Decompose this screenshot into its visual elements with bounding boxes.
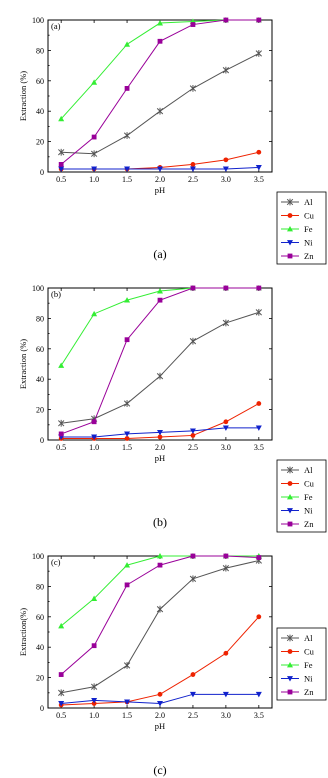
figure-caption: (a) bbox=[153, 247, 167, 261]
series-line bbox=[61, 312, 259, 423]
data-point bbox=[157, 108, 163, 115]
legend-label: Cu bbox=[304, 478, 314, 489]
data-point bbox=[190, 575, 196, 582]
x-tick-label: 1.5 bbox=[122, 443, 133, 452]
x-tick-label: 3.0 bbox=[220, 443, 231, 452]
y-tick-label: 60 bbox=[36, 612, 44, 622]
data-point bbox=[223, 651, 228, 656]
data-point bbox=[158, 563, 163, 568]
legend-label: Zn bbox=[304, 519, 314, 529]
x-tick-label: 2.5 bbox=[187, 711, 198, 720]
y-tick-label: 40 bbox=[36, 643, 44, 653]
legend-label: Ni bbox=[304, 237, 313, 248]
x-axis-label: pH bbox=[154, 185, 166, 195]
legend bbox=[277, 192, 326, 264]
legend bbox=[277, 628, 326, 700]
data-point bbox=[59, 672, 64, 677]
x-tick-label: 1.0 bbox=[89, 175, 100, 184]
x-tick-label: 1.0 bbox=[89, 711, 100, 720]
data-point bbox=[256, 18, 261, 23]
x-tick-label: 1.0 bbox=[89, 443, 100, 452]
series-zn bbox=[59, 18, 261, 167]
panel-label: (b) bbox=[51, 289, 61, 299]
y-tick-label: 80 bbox=[36, 314, 44, 324]
x-tick-label: 1.5 bbox=[122, 175, 133, 184]
y-tick-label: 60 bbox=[36, 344, 44, 354]
data-point bbox=[157, 606, 163, 613]
y-tick-label: 0 bbox=[40, 168, 44, 177]
x-tick-label: 3.0 bbox=[220, 175, 231, 184]
data-point bbox=[191, 162, 196, 167]
y-tick-label: 80 bbox=[36, 46, 44, 56]
x-tick-label: 0.5 bbox=[56, 175, 67, 184]
data-point bbox=[256, 150, 261, 155]
panel-label: (a) bbox=[51, 21, 61, 31]
legend-label: Zn bbox=[304, 251, 314, 261]
data-point bbox=[158, 298, 163, 303]
plot-frame bbox=[48, 288, 272, 440]
series-line bbox=[61, 561, 259, 693]
data-point bbox=[92, 419, 97, 424]
x-axis-label: pH bbox=[154, 453, 166, 463]
legend-label: Al bbox=[304, 197, 313, 207]
chart-panel-a bbox=[18, 16, 326, 264]
y-tick-label: 100 bbox=[32, 16, 44, 25]
legend-label: Fe bbox=[304, 224, 313, 234]
y-tick-label: 20 bbox=[36, 405, 44, 415]
y-tick-label: 20 bbox=[36, 673, 44, 683]
data-point bbox=[157, 373, 163, 380]
data-point bbox=[223, 67, 229, 74]
data-point bbox=[125, 337, 130, 342]
legend-box bbox=[277, 192, 326, 264]
legend-label: Ni bbox=[304, 673, 313, 684]
series-line bbox=[61, 20, 259, 119]
legend-label: Fe bbox=[304, 660, 313, 670]
data-point bbox=[191, 22, 196, 27]
legend-label: Zn bbox=[304, 687, 314, 697]
y-tick-label: 40 bbox=[36, 375, 44, 385]
series-line bbox=[61, 556, 259, 675]
data-point bbox=[158, 39, 163, 44]
x-tick-label: 3.5 bbox=[253, 443, 264, 452]
data-point bbox=[191, 672, 196, 677]
y-tick-label: 60 bbox=[36, 76, 44, 86]
data-point bbox=[124, 400, 130, 407]
y-tick-label: 0 bbox=[40, 704, 44, 713]
data-point bbox=[256, 614, 261, 619]
x-tick-label: 0.5 bbox=[56, 711, 67, 720]
series-line bbox=[61, 617, 259, 705]
legend-label: Ni bbox=[304, 505, 313, 516]
x-tick-label: 1.5 bbox=[122, 711, 133, 720]
y-tick-label: 40 bbox=[36, 107, 44, 117]
series-fe bbox=[58, 285, 262, 368]
legend bbox=[277, 460, 326, 532]
data-point bbox=[256, 50, 262, 57]
figure-caption: (c) bbox=[153, 763, 167, 777]
data-point bbox=[59, 432, 64, 437]
legend-label: Cu bbox=[304, 210, 314, 221]
data-point bbox=[223, 157, 228, 162]
chart-panel-c bbox=[18, 552, 326, 777]
legend-label: Fe bbox=[304, 492, 313, 502]
data-point bbox=[190, 85, 196, 92]
data-point bbox=[58, 363, 64, 368]
series-zn bbox=[59, 554, 261, 677]
legend-marker bbox=[288, 649, 293, 654]
data-point bbox=[91, 311, 97, 316]
legend-marker bbox=[288, 213, 293, 218]
x-tick-label: 3.5 bbox=[253, 711, 264, 720]
legend-marker bbox=[288, 481, 293, 486]
x-tick-label: 2.5 bbox=[187, 175, 198, 184]
series-line bbox=[61, 288, 259, 434]
legend-box bbox=[277, 460, 326, 532]
legend-marker bbox=[288, 254, 293, 259]
data-point bbox=[223, 286, 228, 291]
x-tick-label: 2.5 bbox=[187, 443, 198, 452]
data-point bbox=[256, 309, 262, 316]
series-al bbox=[58, 309, 261, 427]
legend-label: Al bbox=[304, 633, 313, 643]
y-tick-label: 0 bbox=[40, 436, 44, 445]
data-point bbox=[191, 286, 196, 291]
data-point bbox=[191, 554, 196, 559]
y-tick-label: 100 bbox=[32, 284, 44, 293]
x-tick-label: 2.0 bbox=[155, 443, 165, 452]
data-point bbox=[190, 338, 196, 345]
data-point bbox=[59, 162, 64, 167]
data-point bbox=[223, 554, 228, 559]
data-point bbox=[256, 286, 261, 291]
y-tick-label: 100 bbox=[32, 552, 44, 561]
x-tick-label: 0.5 bbox=[56, 443, 67, 452]
series-zn bbox=[59, 286, 261, 437]
legend-label: Cu bbox=[304, 646, 314, 657]
x-tick-label: 3.0 bbox=[220, 711, 231, 720]
panel-label: (c) bbox=[51, 557, 61, 567]
series-cu bbox=[59, 614, 261, 707]
data-point bbox=[124, 41, 130, 46]
y-axis-label: Extraction (%) bbox=[18, 70, 28, 122]
data-point bbox=[223, 18, 228, 23]
data-point bbox=[125, 582, 130, 587]
legend-box bbox=[277, 628, 326, 700]
x-tick-label: 2.0 bbox=[155, 711, 165, 720]
figure-caption: (b) bbox=[153, 515, 167, 529]
data-point bbox=[125, 86, 130, 91]
x-tick-label: 2.0 bbox=[155, 175, 165, 184]
data-point bbox=[256, 401, 261, 406]
y-tick-label: 80 bbox=[36, 582, 44, 592]
data-point bbox=[158, 692, 163, 697]
plot-frame bbox=[48, 556, 272, 708]
series-fe bbox=[58, 17, 262, 121]
data-point bbox=[92, 135, 97, 140]
chart-panel-b bbox=[18, 284, 326, 532]
y-tick-label: 20 bbox=[36, 137, 44, 147]
data-point bbox=[124, 662, 130, 669]
y-axis-label: Extraction (%) bbox=[18, 338, 28, 390]
legend-marker bbox=[288, 690, 293, 695]
data-point bbox=[124, 132, 130, 139]
legend-marker bbox=[288, 522, 293, 527]
x-axis-label: pH bbox=[154, 721, 166, 731]
data-point bbox=[223, 320, 229, 327]
y-axis-label: Extraction(%) bbox=[18, 607, 28, 657]
series-al bbox=[58, 557, 261, 696]
x-tick-label: 3.5 bbox=[253, 175, 264, 184]
series-line bbox=[61, 53, 259, 153]
data-point bbox=[223, 419, 228, 424]
data-point bbox=[256, 555, 261, 560]
data-point bbox=[92, 643, 97, 648]
legend-label: Al bbox=[304, 465, 313, 475]
